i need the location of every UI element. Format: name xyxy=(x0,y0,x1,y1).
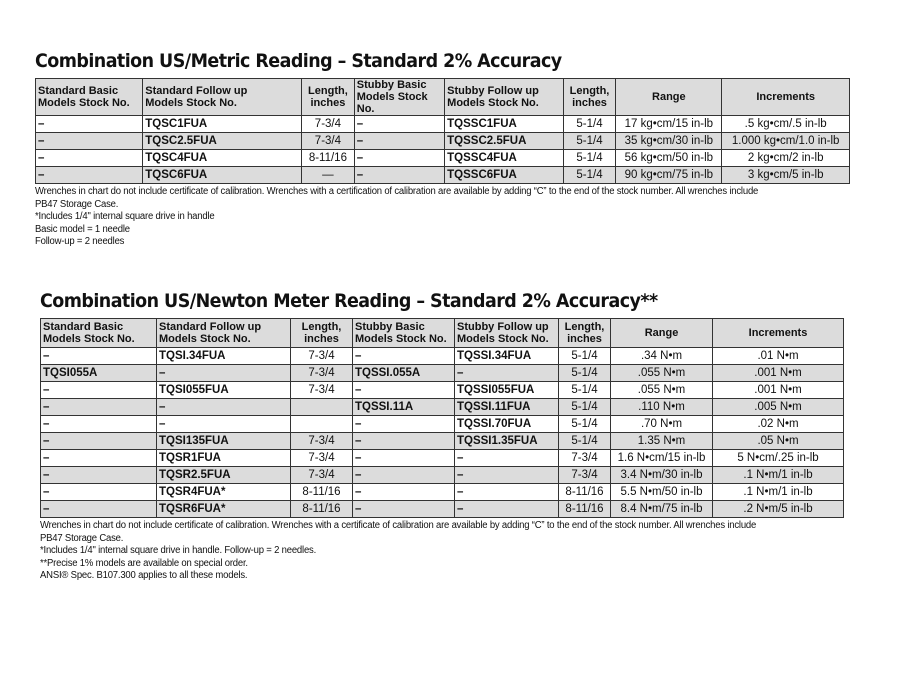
cell-standard-basic: – xyxy=(41,399,157,416)
cell-increments: 2 kg•cm/2 in-lb xyxy=(722,150,850,167)
header-standard-basic: Standard Basic Models Stock No. xyxy=(36,79,143,116)
table-row xyxy=(41,467,844,484)
footnote-line: ANSI® Spec. B107.300 applies to all these models. xyxy=(40,570,248,581)
cell-stubby-follow-up: TQSSC2.5FUA xyxy=(445,133,564,150)
footnote-line: *Includes 1/4" internal square drive in handle xyxy=(35,211,215,222)
cell-length: 7-3/4 xyxy=(291,382,353,399)
cell-stubby-length: 5-1/4 xyxy=(559,416,611,433)
cell-length: 7-3/4 xyxy=(291,467,353,484)
cell-stubby-basic: – xyxy=(353,416,455,433)
cell-increments: .1 N•m/1 in-lb xyxy=(713,467,844,484)
table-row xyxy=(41,501,844,518)
cell-standard-follow-up: TQSR4FUA* xyxy=(157,484,291,501)
cell-stubby-basic: TQSSI.055A xyxy=(353,365,455,382)
cell-range: .055 N•m xyxy=(611,365,713,382)
newton-table-notes xyxy=(40,520,805,583)
table-row xyxy=(41,433,844,450)
header-range: Range xyxy=(611,319,713,348)
cell-stubby-follow-up: – xyxy=(455,467,559,484)
cell-increments: .05 N•m xyxy=(713,433,844,450)
cell-stubby-length: 8-11/16 xyxy=(559,501,611,518)
footnote-line: Basic model = 1 needle xyxy=(35,223,130,235)
header-standard-follow-up: Standard Follow up Models Stock No. xyxy=(143,79,302,116)
cell-stubby-follow-up: TQSSI1.35FUA xyxy=(455,433,559,450)
table-row xyxy=(41,450,844,467)
header-stubby-basic: Stubby Basic Models Stock No. xyxy=(354,79,444,116)
cell-stubby-follow-up: TQSSI.70FUA xyxy=(455,416,559,433)
cell-range: 56 kg•cm/50 in-lb xyxy=(616,150,722,167)
cell-increments: .001 N•m xyxy=(713,382,844,399)
table-row xyxy=(36,133,850,150)
table-row xyxy=(41,365,844,382)
cell-increments: .01 N•m xyxy=(713,348,844,365)
cell-range: 17 kg•cm/15 in-lb xyxy=(616,116,722,133)
cell-range: .70 N•m xyxy=(611,416,713,433)
cell-standard-follow-up: TQSI055FUA xyxy=(157,382,291,399)
header-stubby-follow-up: Stubby Follow up Models Stock No. xyxy=(445,79,564,116)
cell-length: 7-3/4 xyxy=(302,133,355,150)
header-standard-basic: Standard Basic Models Stock No. xyxy=(41,319,157,348)
cell-range: 5.5 N•m/50 in-lb xyxy=(611,484,713,501)
cell-increments: .1 N•m/1 in-lb xyxy=(713,484,844,501)
newton-table-header xyxy=(41,319,844,348)
cell-increments: .001 N•m xyxy=(713,365,844,382)
metric-table xyxy=(35,78,850,184)
cell-stubby-length: 7-3/4 xyxy=(559,450,611,467)
footnote-line: Follow-up = 2 needles xyxy=(35,236,125,247)
cell-length: 7-3/4 xyxy=(291,348,353,365)
footnote-line: Wrenches in chart do not include certificate of calibration. Wrenches with a certificate of calibration are available by adding “C” to the end of the stock number. All wrenches include xyxy=(40,520,757,531)
newton-table xyxy=(40,318,844,518)
table-row xyxy=(41,484,844,501)
cell-increments: .5 kg•cm/.5 in-lb xyxy=(722,116,850,133)
cell-stubby-length: 5-1/4 xyxy=(559,399,611,416)
footnote-line: Wrenches in chart do not include certificate of calibration. Wrenches with a certification of calibration are available by adding “C” to the end of the stock number. All wrenches include xyxy=(35,186,759,197)
cell-stubby-basic: – xyxy=(354,150,444,167)
cell-standard-follow-up: TQSR1FUA xyxy=(157,450,291,467)
cell-stubby-basic: – xyxy=(353,450,455,467)
header-increments: Increments xyxy=(713,319,844,348)
cell-increments: .005 N•m xyxy=(713,399,844,416)
cell-stubby-basic: – xyxy=(354,167,444,184)
cell-standard-follow-up: TQSI.34FUA xyxy=(157,348,291,365)
cell-standard-follow-up: – xyxy=(157,399,291,416)
cell-stubby-length: 5-1/4 xyxy=(563,133,616,150)
cell-length: — xyxy=(302,167,355,184)
cell-increments: .02 N•m xyxy=(713,416,844,433)
newton-table-body xyxy=(41,348,844,518)
newton-table-title: Combination US/Newton Meter Reading – Standard 2% Accuracy** xyxy=(40,290,658,312)
header-stubby-length: Length, inches xyxy=(563,79,616,116)
footnote-line: PB47 Storage Case. xyxy=(40,532,124,544)
footnote-line: **Precise 1% models are available on special order. xyxy=(40,557,248,569)
header-range: Range xyxy=(616,79,722,116)
cell-standard-basic: – xyxy=(36,133,143,150)
metric-section xyxy=(35,50,850,249)
cell-stubby-follow-up: TQSSC6FUA xyxy=(445,167,564,184)
cell-stubby-follow-up: TQSSI.11FUA xyxy=(455,399,559,416)
cell-stubby-follow-up: – xyxy=(455,450,559,467)
cell-stubby-basic: – xyxy=(354,116,444,133)
cell-increments: .2 N•m/5 in-lb xyxy=(713,501,844,518)
cell-standard-follow-up: TQSI135FUA xyxy=(157,433,291,450)
cell-standard-basic: – xyxy=(41,416,157,433)
cell-standard-follow-up: – xyxy=(157,365,291,382)
cell-standard-follow-up: – xyxy=(157,416,291,433)
table-row xyxy=(41,382,844,399)
metric-table-header xyxy=(36,79,850,116)
cell-length: 7-3/4 xyxy=(302,116,355,133)
footnote-line: PB47 Storage Case. xyxy=(35,198,119,210)
cell-standard-basic: – xyxy=(41,501,157,518)
metric-table-notes xyxy=(35,186,809,249)
cell-standard-follow-up: TQSC1FUA xyxy=(143,116,302,133)
cell-range: .055 N•m xyxy=(611,382,713,399)
header-stubby-basic: Stubby Basic Models Stock No. xyxy=(353,319,455,348)
cell-range: 3.4 N•m/30 in-lb xyxy=(611,467,713,484)
cell-range: 90 kg•cm/75 in-lb xyxy=(616,167,722,184)
cell-increments: 3 kg•cm/5 in-lb xyxy=(722,167,850,184)
table-row xyxy=(36,150,850,167)
cell-standard-basic: – xyxy=(36,150,143,167)
cell-standard-basic: – xyxy=(41,433,157,450)
cell-standard-basic: – xyxy=(41,382,157,399)
cell-standard-follow-up: TQSC6FUA xyxy=(143,167,302,184)
cell-range: 35 kg•cm/30 in-lb xyxy=(616,133,722,150)
table-row xyxy=(36,116,850,133)
cell-stubby-basic: TQSSI.11A xyxy=(353,399,455,416)
header-length: Length, inches xyxy=(291,319,353,348)
newton-section xyxy=(40,290,845,583)
cell-stubby-follow-up: – xyxy=(455,501,559,518)
cell-stubby-basic: – xyxy=(353,348,455,365)
cell-range: 1.35 N•m xyxy=(611,433,713,450)
header-stubby-follow-up: Stubby Follow up Models Stock No. xyxy=(455,319,559,348)
metric-table-title: Combination US/Metric Reading – Standard 2% Accuracy xyxy=(35,50,562,72)
cell-range: 1.6 N•cm/15 in-lb xyxy=(611,450,713,467)
cell-length: 7-3/4 xyxy=(291,433,353,450)
cell-stubby-follow-up: TQSSC1FUA xyxy=(445,116,564,133)
cell-increments: 5 N•cm/.25 in-lb xyxy=(713,450,844,467)
cell-stubby-length: 5-1/4 xyxy=(559,348,611,365)
table-row xyxy=(36,167,850,184)
cell-standard-basic: – xyxy=(41,467,157,484)
cell-standard-follow-up: TQSC2.5FUA xyxy=(143,133,302,150)
cell-stubby-length: 5-1/4 xyxy=(559,382,611,399)
cell-standard-basic: – xyxy=(41,450,157,467)
cell-stubby-basic: – xyxy=(353,382,455,399)
cell-stubby-length: 8-11/16 xyxy=(559,484,611,501)
cell-length: 8-11/16 xyxy=(291,484,353,501)
cell-range: .34 N•m xyxy=(611,348,713,365)
cell-length: 8-11/16 xyxy=(302,150,355,167)
cell-stubby-basic: – xyxy=(354,133,444,150)
cell-stubby-length: 5-1/4 xyxy=(559,365,611,382)
header-increments: Increments xyxy=(722,79,850,116)
cell-stubby-basic: – xyxy=(353,501,455,518)
cell-stubby-basic: – xyxy=(353,484,455,501)
cell-stubby-follow-up: TQSSC4FUA xyxy=(445,150,564,167)
cell-standard-follow-up: TQSC4FUA xyxy=(143,150,302,167)
table-row xyxy=(41,416,844,433)
cell-length xyxy=(291,399,353,416)
cell-stubby-basic: – xyxy=(353,433,455,450)
cell-standard-follow-up: TQSR6FUA* xyxy=(157,501,291,518)
cell-standard-basic: – xyxy=(41,348,157,365)
cell-stubby-length: 5-1/4 xyxy=(559,433,611,450)
cell-length: 8-11/16 xyxy=(291,501,353,518)
cell-stubby-length: 7-3/4 xyxy=(559,467,611,484)
metric-table-body xyxy=(36,116,850,184)
cell-stubby-length: 5-1/4 xyxy=(563,116,616,133)
footnote-line: *Includes 1/4" internal square drive in handle. Follow-up = 2 needles. xyxy=(40,545,317,556)
cell-stubby-follow-up: – xyxy=(455,484,559,501)
cell-stubby-follow-up: – xyxy=(455,365,559,382)
header-stubby-length: Length, inches xyxy=(559,319,611,348)
cell-length: 7-3/4 xyxy=(291,365,353,382)
cell-stubby-follow-up: TQSSI.34FUA xyxy=(455,348,559,365)
cell-standard-basic: – xyxy=(36,116,143,133)
header-length: Length, inches xyxy=(302,79,355,116)
table-row xyxy=(41,348,844,365)
cell-range: 8.4 N•m/75 in-lb xyxy=(611,501,713,518)
cell-length xyxy=(291,416,353,433)
cell-stubby-length: 5-1/4 xyxy=(563,150,616,167)
table-row xyxy=(41,399,844,416)
cell-standard-basic: TQSI055A xyxy=(41,365,157,382)
header-standard-follow-up: Standard Follow up Models Stock No. xyxy=(157,319,291,348)
cell-stubby-follow-up: TQSSI055FUA xyxy=(455,382,559,399)
cell-length: 7-3/4 xyxy=(291,450,353,467)
cell-standard-follow-up: TQSR2.5FUA xyxy=(157,467,291,484)
cell-stubby-length: 5-1/4 xyxy=(563,167,616,184)
cell-standard-basic: – xyxy=(36,167,143,184)
cell-increments: 1.000 kg•cm/1.0 in-lb xyxy=(722,133,850,150)
cell-standard-basic: – xyxy=(41,484,157,501)
cell-stubby-basic: – xyxy=(353,467,455,484)
cell-range: .110 N•m xyxy=(611,399,713,416)
